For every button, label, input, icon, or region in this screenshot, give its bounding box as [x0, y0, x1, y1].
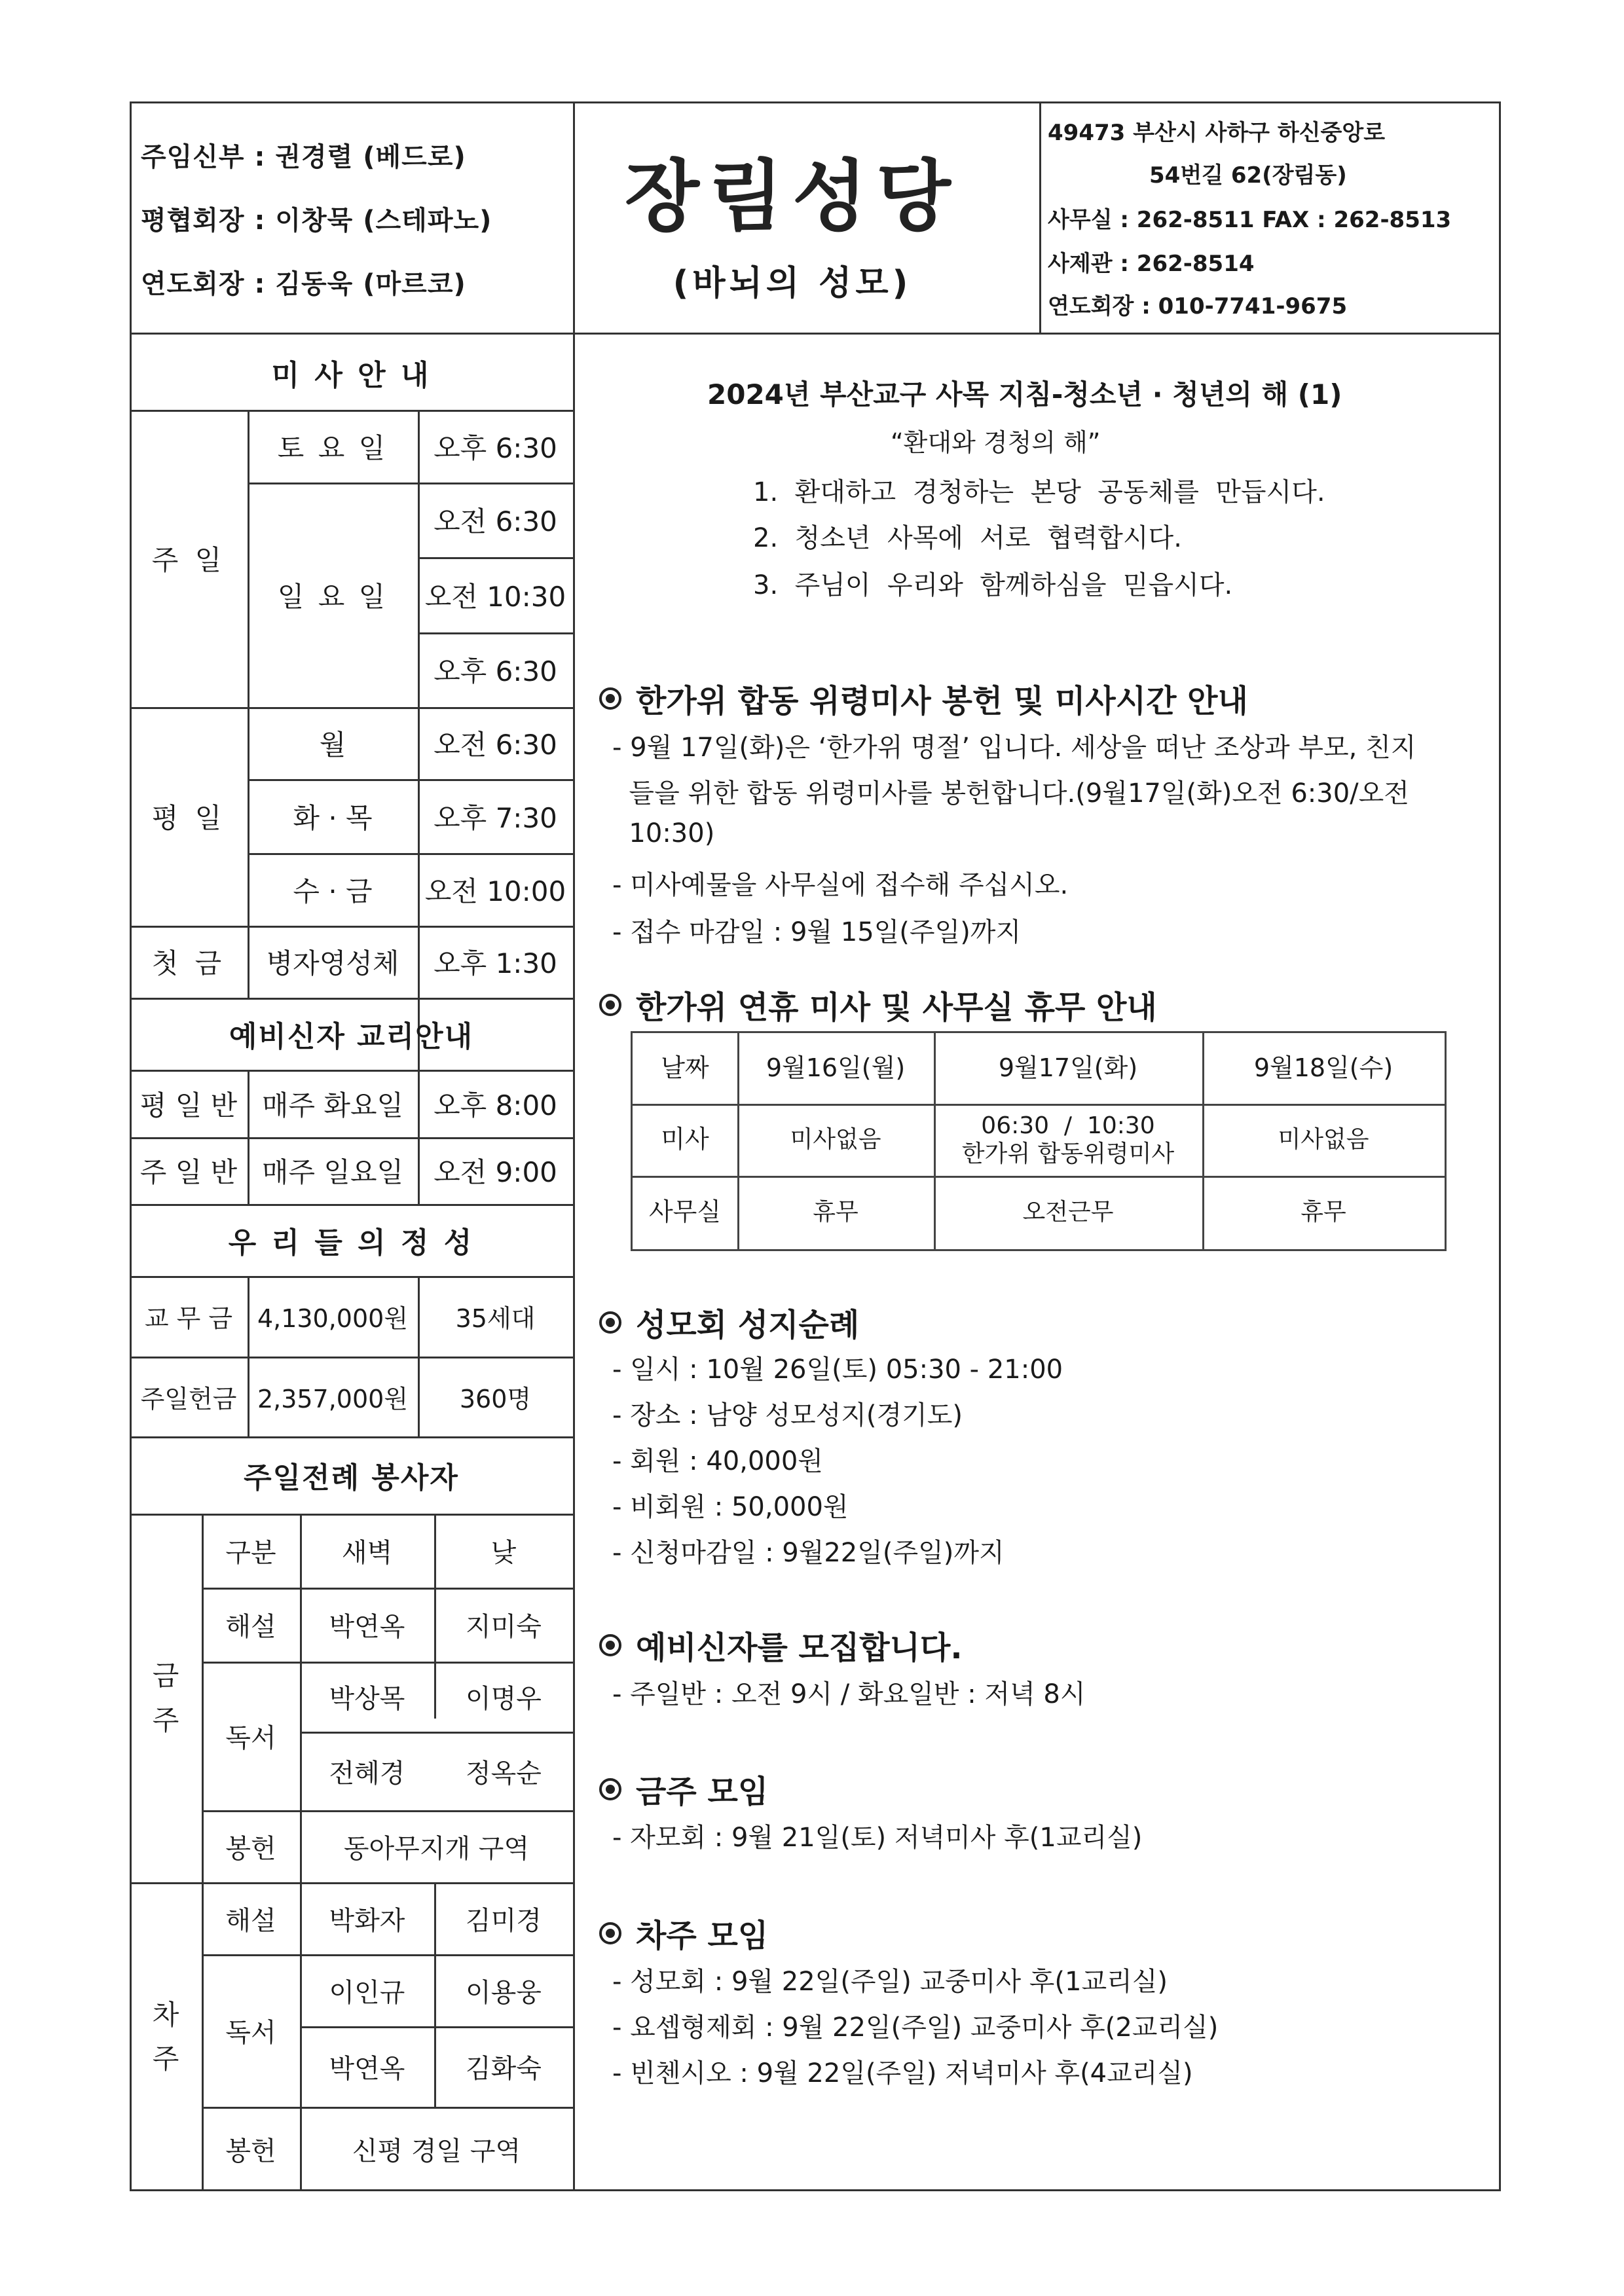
sunday-label: 주 일	[151, 544, 226, 576]
servers-heading: 주일전례 봉사자	[244, 1461, 459, 1495]
saturday-label: 토 요 일	[277, 431, 388, 464]
saturday-time: 오후 6:30	[434, 431, 557, 464]
col-day: 낮	[490, 1538, 517, 1568]
council-chair: 평협회장 : 이창묵 (스테파노)	[141, 206, 492, 236]
section-this-week-meetings	[599, 1766, 768, 1812]
sunday-class-day: 매주 일요일	[261, 1156, 404, 1188]
this-week-label: 금 주	[152, 1660, 179, 1736]
tw-reading-label: 독서	[225, 1723, 276, 1753]
holiday-table	[631, 1031, 1447, 1251]
nw-reading1-dawn: 이인규	[329, 1977, 405, 2008]
bullet-icon	[599, 1922, 621, 1944]
nw-reading1-day: 이용웅	[466, 1977, 542, 2008]
section-heading: 성모회 성지순례	[636, 1307, 860, 1343]
parish-title: 장림성당	[625, 151, 960, 242]
date-16: 9월16일(월)	[766, 1053, 906, 1083]
address-line-2: 54번길 62(장림동)	[1149, 162, 1347, 189]
guideline-item-1: 1. 환대하고 경청하는 본당 공동체를 만듭시다.	[753, 477, 1325, 507]
s3-line-3: - 회원 : 40,000원	[612, 1446, 823, 1476]
s6-line-3: - 빈첸시오 : 9월 22일(주일) 저녁미사 후(4교리실)	[612, 2058, 1193, 2088]
col-dawn: 새벽	[341, 1538, 393, 1568]
sunday-offering-label: 주일헌금	[140, 1384, 237, 1413]
section-heading: 한가위 연휴 미사 및 사무실 휴무 안내	[636, 989, 1157, 1026]
s1-line-4: - 미사예물을 사무실에 접수해 주십시오.	[612, 870, 1069, 900]
bullet-icon	[599, 994, 621, 1016]
s4-line-1: - 주일반 : 오전 9시 / 화요일반 : 저녁 8시	[612, 1679, 1086, 1709]
address-line-1: 49473 부산시 사하구 하신중앙로	[1048, 120, 1386, 146]
tw-commentary-label: 해설	[225, 1612, 276, 1642]
bullet-icon	[599, 1778, 621, 1800]
s1-line-1: - 9월 17일(화)은 ‘한가위 명절’ 입니다. 세상을 떠난 조상과 부모, 친지	[612, 733, 1416, 763]
sunday-offering-amount: 2,357,000원	[257, 1384, 409, 1413]
office-16: 휴무	[813, 1199, 858, 1226]
tue-thu-time: 오후 7:30	[434, 801, 557, 834]
header-right-divider	[1039, 101, 1041, 333]
section-next-week-meetings	[599, 1910, 768, 1956]
nw-offertory-group: 신평 경일 구역	[352, 2136, 521, 2166]
date-18: 9월18일(수)	[1253, 1053, 1393, 1083]
s3-line-4: - 비회원 : 50,000원	[612, 1492, 849, 1522]
sunday-time-2: 오전 10:30	[424, 580, 566, 613]
s3-line-2: - 장소 : 남양 성모성지(경기도)	[612, 1400, 963, 1430]
nw-offertory-label: 봉헌	[225, 2136, 276, 2166]
s1-line-3: 10:30)	[612, 818, 715, 848]
tw-commentary-day: 지미숙	[466, 1612, 542, 1642]
date-header: 날짜	[661, 1053, 709, 1083]
s6-line-2: - 요셉형제회 : 9월 22일(주일) 교중미사 후(2교리실)	[612, 2013, 1219, 2043]
date-17: 9월17일(화)	[998, 1053, 1138, 1083]
offering-heading: 우 리 들 의 정 성	[228, 1226, 475, 1260]
wed-fri-time: 오전 10:00	[424, 875, 566, 907]
tw-reading2-day: 정옥순	[466, 1758, 542, 1789]
weekday-class-label: 평 일 반	[139, 1089, 238, 1121]
nw-reading2-dawn: 박연옥	[329, 2054, 405, 2084]
office-phone: 사무실 : 262-8511 FAX : 262-8513	[1048, 207, 1452, 233]
section-pilgrimage	[599, 1300, 859, 1345]
bullet-icon	[599, 1311, 621, 1334]
guideline-title: 2024년 부산교구 사목 지침-청소년 · 청년의 해 (1)	[707, 378, 1342, 410]
sick-communion-label: 병자영성체	[266, 947, 399, 979]
sunday-time-1: 오전 6:30	[434, 505, 557, 538]
mass-17-times: 06:30 / 10:30	[981, 1112, 1155, 1139]
tw-offertory-group: 동아무지개 구역	[343, 1833, 530, 1864]
tw-reading1-day: 이명우	[466, 1684, 542, 1714]
nw-commentary-day: 김미경	[466, 1905, 542, 1936]
s6-line-1: - 성모회 : 9월 22일(주일) 교중미사 후(1교리실)	[612, 1967, 1168, 1997]
monday-time: 오전 6:30	[434, 729, 557, 761]
tw-commentary-dawn: 박연옥	[329, 1612, 405, 1642]
section-heading: 한가위 합동 위령미사 봉헌 및 미사시간 안내	[636, 683, 1248, 720]
parish-dues-count: 35세대	[455, 1304, 536, 1333]
weekday-class-time: 오후 8:00	[434, 1089, 557, 1121]
mass-heading: 미 사 안 내	[271, 358, 432, 392]
sick-communion-time: 오후 1:30	[434, 947, 557, 979]
sunday-class-time: 오전 9:00	[434, 1156, 557, 1188]
section-heading: 차주 모임	[636, 1918, 769, 1954]
s1-line-2: 들을 위한 합동 위령미사를 봉헌합니다.(9월17일(화)오전 6:30/오전	[612, 778, 1409, 809]
guideline-item-3: 3. 주님이 우리와 함께하심을 믿읍시다.	[753, 570, 1233, 600]
nw-reading2-day: 김화숙	[466, 2054, 542, 2084]
sunday-time-3: 오후 6:30	[434, 655, 557, 687]
col-division: 구분	[225, 1538, 276, 1568]
first-friday-label: 첫 금	[151, 947, 226, 979]
bullet-icon	[599, 687, 621, 710]
office-17: 오전근무	[1022, 1199, 1114, 1226]
guideline-item-2: 2. 청소년 사목에 서로 협력합시다.	[753, 523, 1182, 553]
elder-phone: 연도회장 : 010-7741-9675	[1048, 293, 1348, 319]
s3-line-1: - 일시 : 10월 26일(토) 05:30 - 21:00	[612, 1355, 1063, 1385]
next-week-label: 차 주	[152, 1998, 179, 2075]
section-catechumen-recruit	[599, 1622, 963, 1667]
weekday-class-day: 매주 화요일	[261, 1089, 404, 1121]
bullet-icon	[599, 1634, 621, 1656]
office-header: 사무실	[648, 1197, 722, 1227]
column-divider	[573, 101, 575, 2191]
s5-line-1: - 자모회 : 9월 21일(토) 저녁미사 후(1교리실)	[612, 1823, 1143, 1853]
tw-reading1-dawn: 박상목	[329, 1684, 405, 1714]
parish-dues-label: 교 무 금	[144, 1304, 233, 1333]
section-heading: 예비신자를 모집합니다.	[636, 1630, 963, 1666]
tue-thu-label: 화 · 목	[293, 801, 373, 834]
parish-dues-amount: 4,130,000원	[257, 1304, 409, 1333]
catechumen-heading: 예비신자 교리안내	[229, 1020, 474, 1053]
monday-label: 월	[319, 729, 346, 761]
parish-subtitle: (바뇌의 성모)	[673, 264, 912, 303]
rectory-phone: 사제관 : 262-8514	[1048, 251, 1255, 277]
section-chuseok-holiday	[599, 982, 1157, 1027]
s3-line-5: - 신청마감일 : 9월22일(주일)까지	[612, 1538, 1005, 1568]
nw-commentary-label: 해설	[225, 1905, 276, 1936]
section-chuseok-memorial	[599, 676, 1248, 721]
pastor-name: 주임신부 : 권경렬 (베드로)	[141, 142, 466, 172]
sunday-day-label: 일 요 일	[277, 580, 388, 613]
mass-header: 미사	[661, 1125, 709, 1154]
section-heading: 금주 모임	[636, 1774, 769, 1810]
nw-commentary-dawn: 박화자	[329, 1905, 405, 1936]
mass-17	[934, 1104, 1202, 1176]
guideline-motto: “환대와 경청의 해”	[891, 428, 1101, 457]
sunday-class-label: 주 일 반	[139, 1156, 238, 1188]
wed-fri-label: 수 · 금	[293, 875, 373, 907]
tw-reading2-dawn: 전혜경	[329, 1758, 405, 1789]
sunday-offering-count: 360명	[459, 1384, 532, 1413]
elder-chair: 연도회장 : 김동욱 (마르코)	[141, 269, 466, 299]
tw-offertory-label: 봉헌	[225, 1833, 276, 1864]
s1-line-5: - 접수 마감일 : 9월 15일(주일)까지	[612, 917, 1022, 947]
office-18: 휴무	[1301, 1199, 1346, 1226]
mass-16: 미사없음	[790, 1126, 881, 1154]
nw-reading-label: 독서	[225, 2018, 276, 2048]
mass-17-desc: 한가위 합동위령미사	[961, 1140, 1175, 1167]
mass-18: 미사없음	[1278, 1126, 1369, 1154]
weekday-label: 평 일	[151, 802, 226, 834]
